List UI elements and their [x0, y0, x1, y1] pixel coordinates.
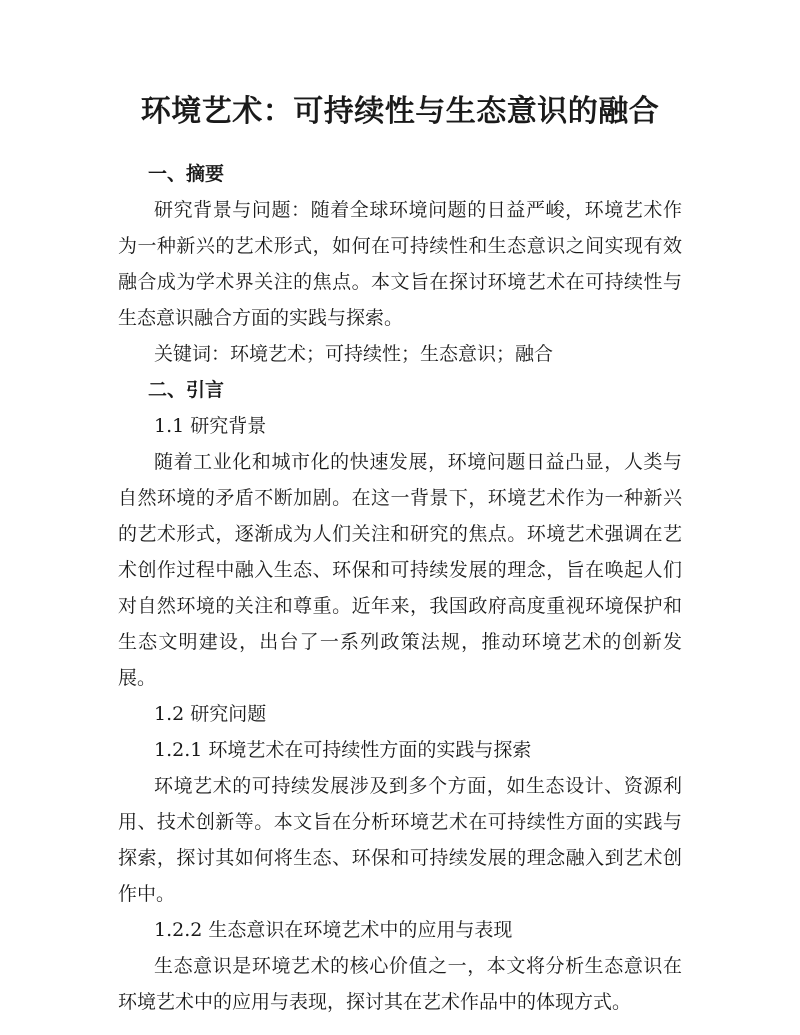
- subsection-title-background: 1.1 研究背景: [154, 415, 267, 437]
- section-heading-intro: 二、引言: [148, 379, 225, 401]
- background-paragraph: 随着工业化和城市化的快速发展，环境问题日益凸显，人类与自然环境的矛盾不断加剧。在这一背景下，环境艺术作为一种新兴的艺术形式，逐渐成为人们关注和研究的焦点。环境艺术强调在艺术创作过程中融入生态、环保和可持续发展的理念，旨在唤起人们对自然环境的关注和尊重。近年来，我国政府高度重视环境保护和生态文明建设，出台了一系列政策法规，推动环境艺术的创新发展。: [118, 451, 682, 689]
- document-title: 环境艺术：可持续性与生态意识的融合: [140, 94, 660, 129]
- ecology-paragraph: 生态意识是环境艺术的核心价值之一，本文将分析生态意识在环境艺术中的应用与表现，探讨其在艺术作品中的体现方式。: [118, 955, 682, 1013]
- section-heading-abstract: 一、摘要: [148, 163, 225, 185]
- subsection-title-ecology: 1.2.2 生态意识在环境艺术中的应用与表现: [154, 919, 513, 941]
- keywords-line: 关键词：环境艺术；可持续性；生态意识；融合: [154, 343, 554, 365]
- sustainability-paragraph: 环境艺术的可持续发展涉及到多个方面，如生态设计、资源利用、技术创新等。本文旨在分析环境艺术在可持续性方面的实践与探索，探讨其如何将生态、环保和可持续发展的理念融入到艺术创作中。: [118, 775, 682, 905]
- subsection-title-questions: 1.2 研究问题: [154, 703, 267, 725]
- subsection-title-sustainability: 1.2.1 环境艺术在可持续性方面的实践与探索: [154, 739, 532, 761]
- abstract-paragraph: 研究背景与问题：随着全球环境问题的日益严峻，环境艺术作为一种新兴的艺术形式，如何在可持续性和生态意识之间实现有效融合成为学术界关注的焦点。本文旨在探讨环境艺术在可持续性与生态意识融合方面的实践与探索。: [118, 199, 682, 329]
